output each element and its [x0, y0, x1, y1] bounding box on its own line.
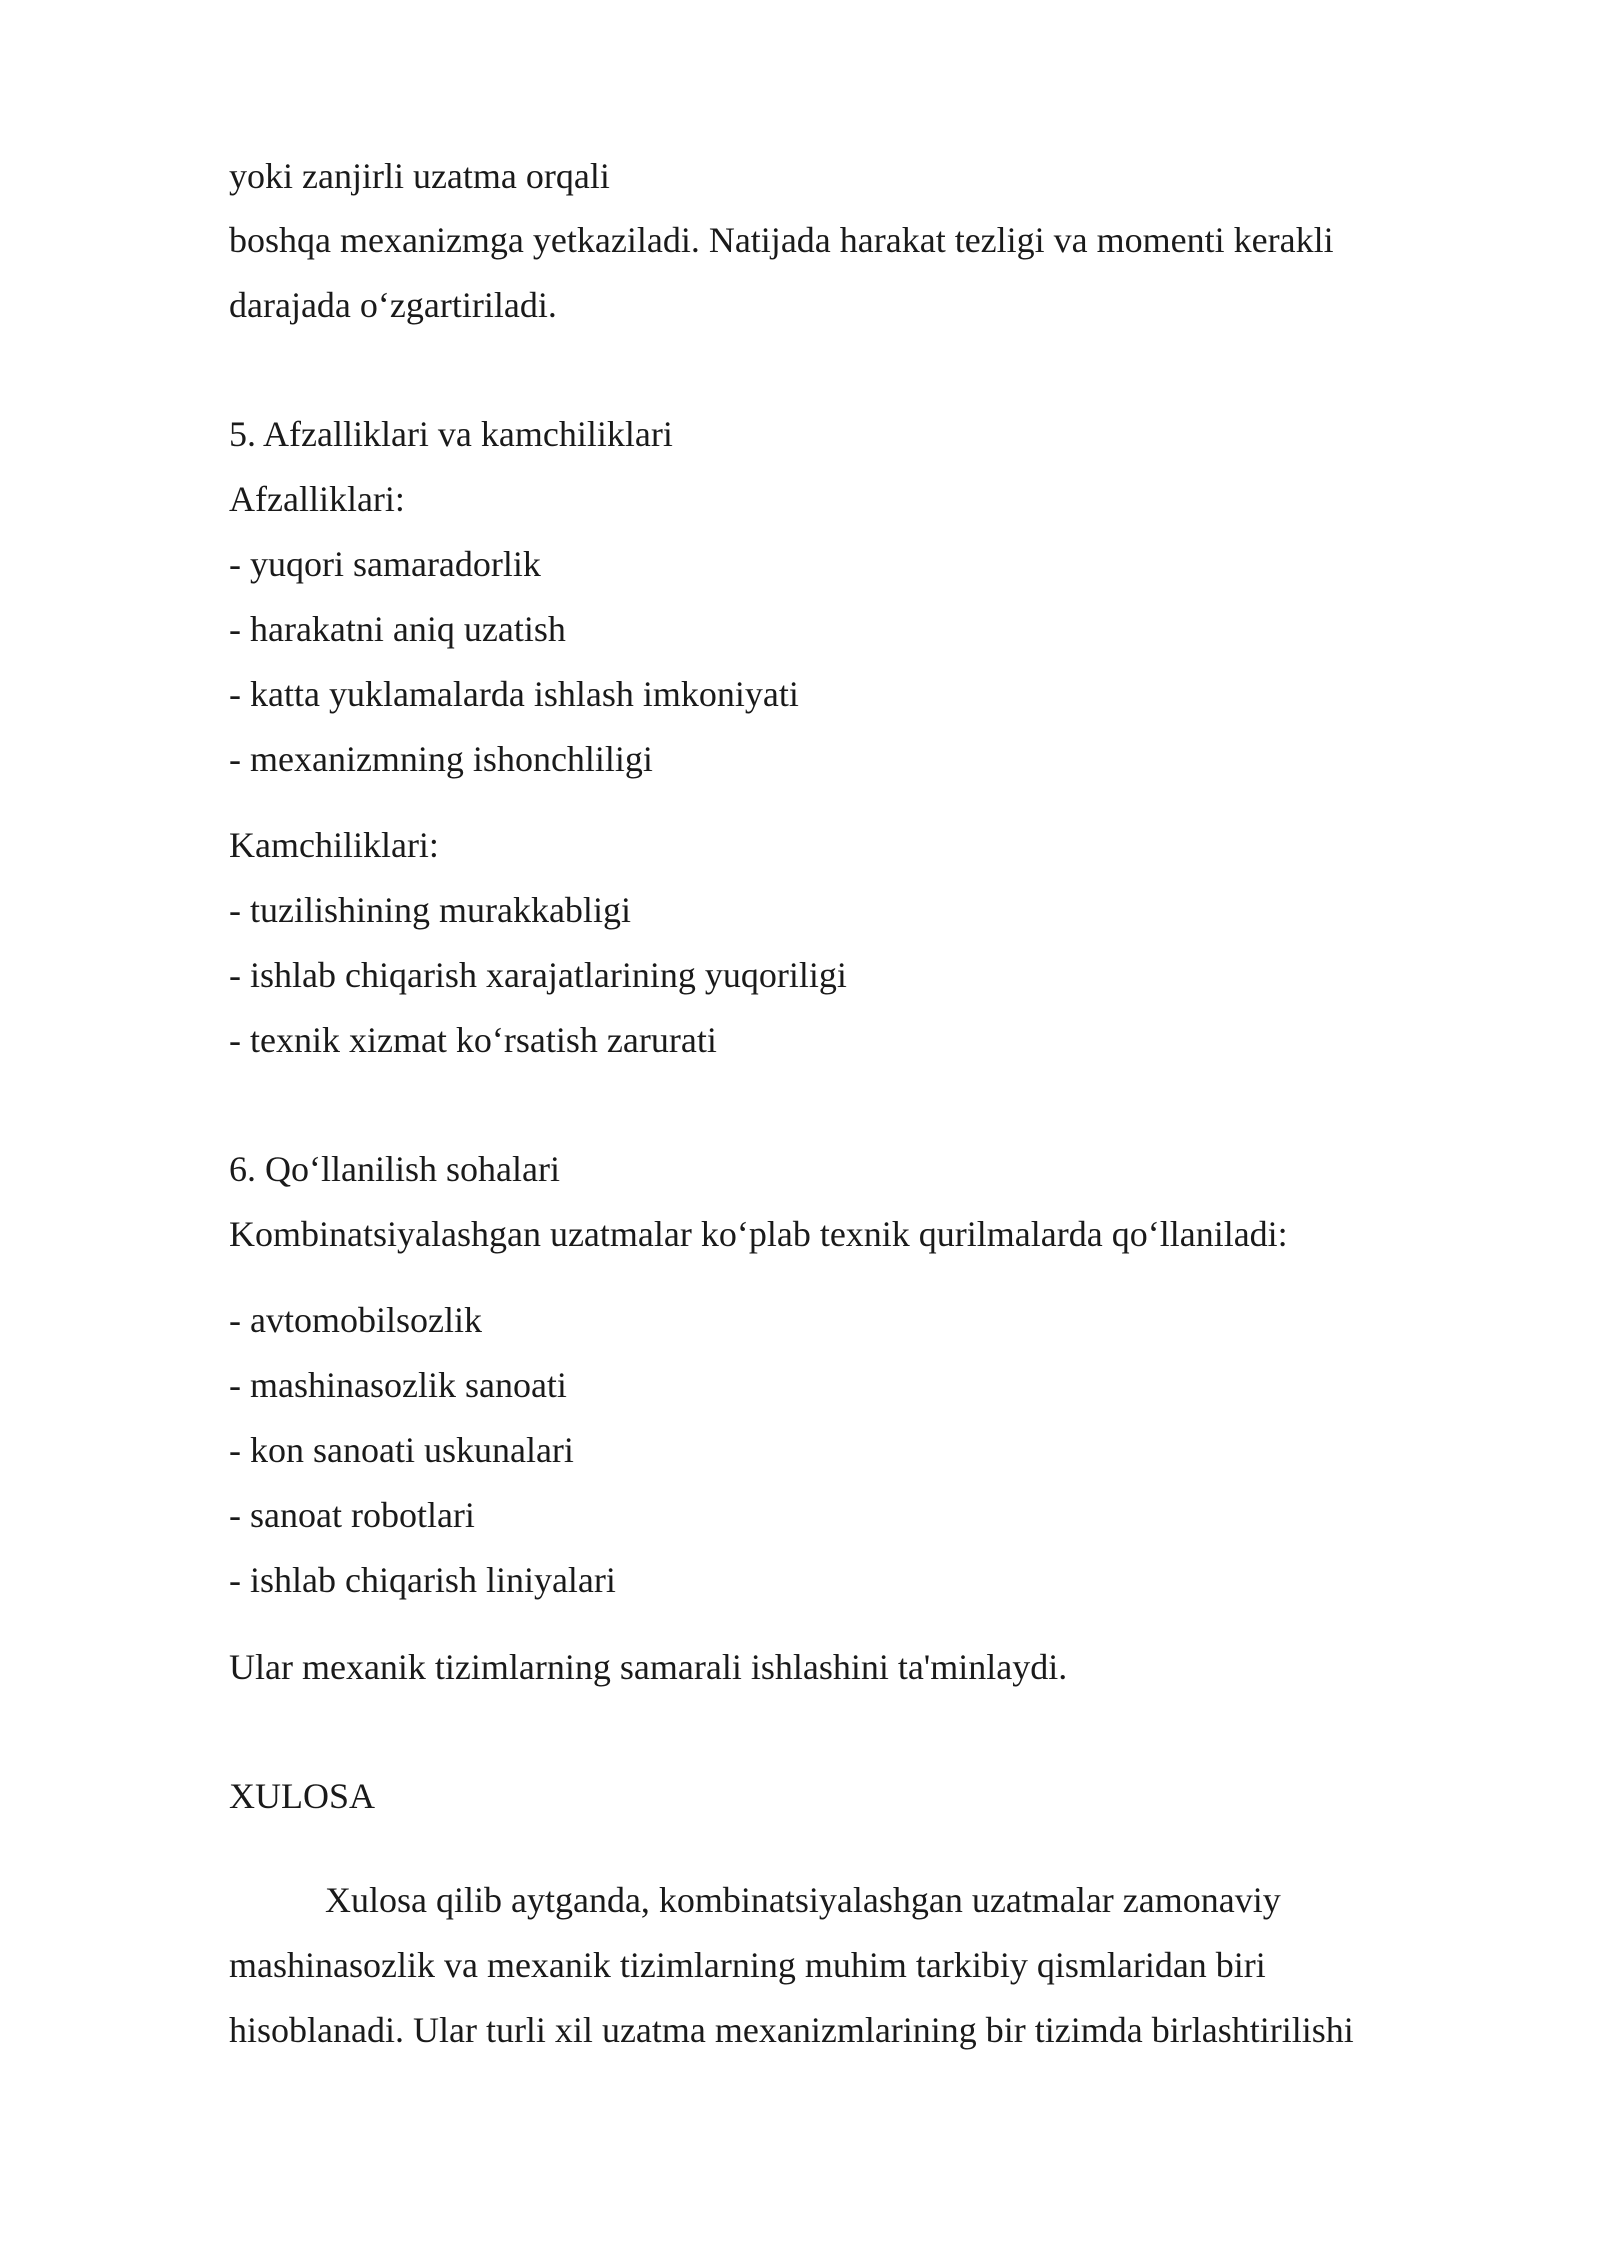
section-6-intro: Kombinatsiyalashgan uzatmalar koʻplab texnik qurilmalarda qoʻllaniladi: — [229, 1214, 1288, 1254]
disadvantage-item: - texnik xizmat koʻrsatish zarurati — [229, 1020, 717, 1060]
advantage-item: - harakatni aniq uzatish — [229, 609, 566, 649]
conclusion-line-2: mashinasozlik va mexanik tizimlarning muhim tarkibiy qismlaridan biri — [229, 1945, 1266, 1985]
section-6-closing: Ular mexanik tizimlarning samarali ishlashini ta'minlaydi. — [229, 1647, 1068, 1687]
application-item: - ishlab chiqarish liniyalari — [229, 1560, 616, 1600]
advantage-item: - yuqori samaradorlik — [229, 544, 541, 584]
disadvantages-label: Kamchiliklari: — [229, 825, 439, 865]
advantages-label: Afzalliklari: — [229, 479, 405, 519]
disadvantage-item: - tuzilishining murakkabligi — [229, 890, 631, 930]
intro-line-2: boshqa mexanizmga yetkaziladi. Natijada harakat tezligi va momenti kerakli — [229, 220, 1334, 260]
application-item: - avtomobilsozlik — [229, 1300, 482, 1340]
conclusion-line-3: hisoblanadi. Ular turli xil uzatma mexanizmlarining bir tizimda birlashtirilishi — [229, 2010, 1354, 2050]
application-item: - mashinasozlik sanoati — [229, 1365, 567, 1405]
section-5-heading: 5. Afzalliklari va kamchiliklari — [229, 414, 673, 454]
conclusion-heading: XULOSA — [229, 1776, 376, 1816]
disadvantage-item: - ishlab chiqarish xarajatlarining yuqoriligi — [229, 955, 847, 995]
section-6-heading: 6. Qoʻllanilish sohalari — [229, 1149, 560, 1189]
intro-line-3: darajada oʻzgartiriladi. — [229, 285, 557, 325]
intro-line-1: yoki zanjirli uzatma orqali — [229, 156, 610, 196]
advantage-item: - mexanizmning ishonchliligi — [229, 739, 653, 779]
conclusion-line-1: Xulosa qilib aytganda, kombinatsiyalashgan uzatmalar zamonaviy — [325, 1880, 1281, 1920]
advantage-item: - katta yuklamalarda ishlash imkoniyati — [229, 674, 799, 714]
application-item: - kon sanoati uskunalari — [229, 1430, 574, 1470]
application-item: - sanoat robotlari — [229, 1495, 475, 1535]
